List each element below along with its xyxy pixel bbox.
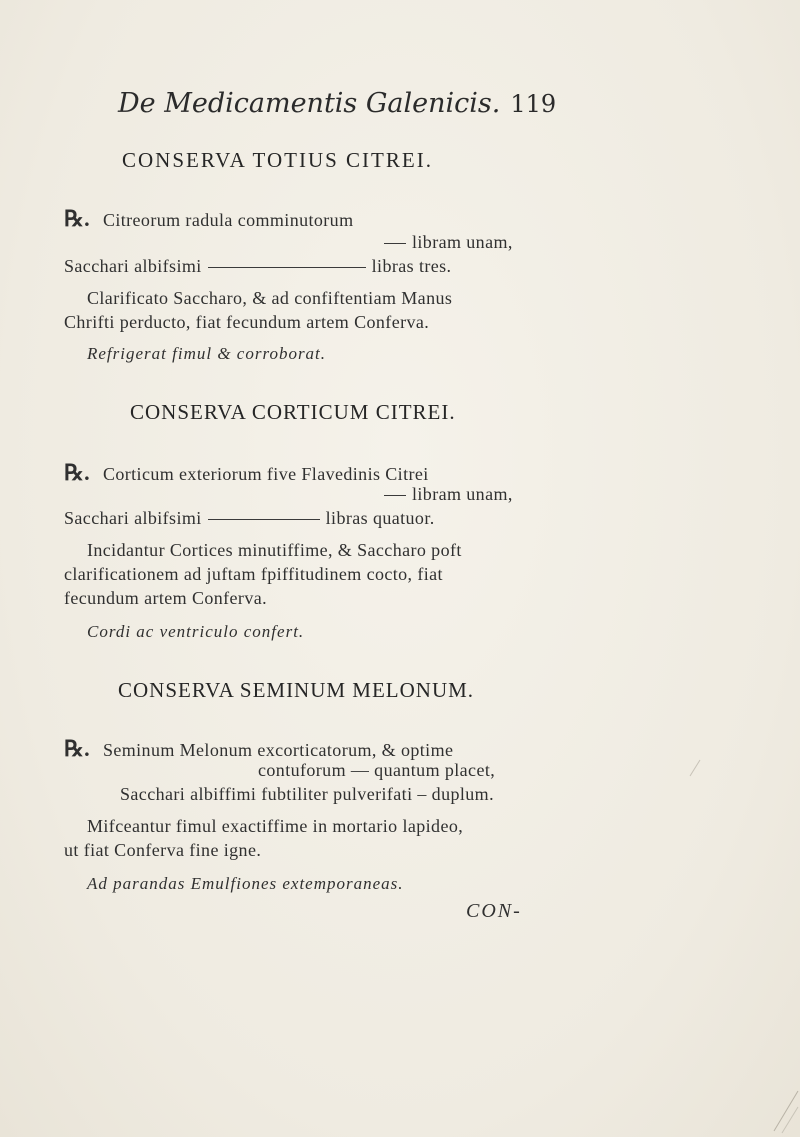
recipe-line — [64, 256, 451, 277]
ingredient-text: Sacchari albifsimi — [64, 256, 202, 276]
ingredient-text: Sacchari albifsimi — [64, 508, 202, 528]
recipe-symbol: ℞. — [64, 206, 91, 231]
paragraph-line: Clarificato Saccharo, & ad confiftentiam Manus — [87, 288, 453, 308]
quantity-text: libram unam, — [412, 232, 513, 252]
quantity-line — [378, 484, 513, 505]
recipe-line — [64, 460, 429, 486]
quantity-line — [378, 232, 513, 253]
dash-rule — [208, 519, 320, 520]
section-title: CONSERVA SEMINUM MELONUM. — [118, 678, 475, 702]
quantity-text: libras tres. — [371, 256, 452, 276]
dash-rule — [208, 267, 366, 268]
quantity-text: libram unam, — [412, 484, 513, 504]
header-title: De Medicamentis Galenicis. — [118, 88, 501, 119]
virtue-line: Ad parandas Emulfiones extemporaneas. — [87, 874, 404, 893]
ingredient-text: Corticum exteriorum five Flavedinis Citrei — [102, 464, 429, 484]
dash-rule — [384, 243, 406, 244]
paper-mark — [688, 758, 702, 778]
section-title: CONSERVA TOTIUS CITREI. — [122, 148, 433, 172]
recipe-symbol: ℞. — [64, 736, 91, 761]
paragraph-line: ut fiat Conferva fine igne. — [64, 840, 262, 860]
running-header — [118, 88, 556, 119]
ingredient-text: Seminum Melonum excorticatorum, & optime — [102, 740, 454, 760]
catchword: CON- — [466, 900, 522, 922]
recipe-symbol: ℞. — [64, 460, 91, 485]
paragraph-line: Mifceantur fimul exactiffime in mortario lapideo, — [87, 816, 464, 836]
recipe-line — [64, 508, 435, 529]
corner-fold-mark — [770, 1085, 800, 1135]
paragraph-line: Incidantur Cortices minutiffime, & Saccharo poft — [87, 540, 462, 560]
ingredient-text: Citreorum radula comminutorum — [102, 210, 354, 230]
dash-rule — [384, 495, 406, 496]
page-number: 119 — [510, 90, 557, 118]
paragraph-line: fecundum artem Conferva. — [64, 588, 268, 608]
quantity-text: libras quatuor. — [325, 508, 435, 528]
recipe-line — [64, 736, 453, 762]
recipe-line: Sacchari albiffimi fubtiliter pulverifati – duplum. — [120, 784, 494, 804]
virtue-line: Cordi ac ventriculo confert. — [87, 622, 305, 641]
paragraph-line: Chrifti perducto, fiat fecundum artem Conferva. — [64, 312, 430, 332]
quantity-line: contuforum — quantum placet, — [258, 760, 496, 780]
section-title: CONSERVA CORTICUM CITREI. — [130, 400, 456, 424]
recipe-line — [64, 206, 354, 232]
virtue-line: Refrigerat fimul & corroborat. — [87, 344, 327, 363]
paragraph-line: clarificationem ad juftam fpiffitudinem cocto, fiat — [64, 564, 443, 584]
